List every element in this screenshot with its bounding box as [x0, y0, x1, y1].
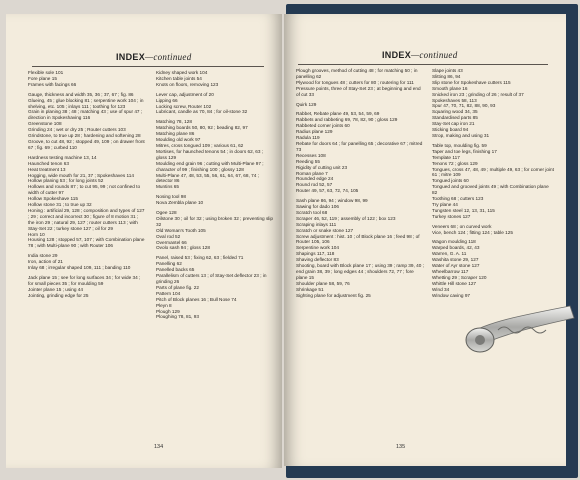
- left-col2-entry: Ploughing 78, 81, 93: [156, 314, 200, 320]
- left-col2-entry: Panel, raised 53 ; fixing 62, 63 ; fielded 71: [156, 255, 244, 261]
- right-col2-entry: Tenons 72 ; gloss 129: [432, 160, 478, 166]
- right-col1-entry: Radius plane 129: [296, 129, 333, 135]
- right-col2-entry: Spokeshaves 58, 113: [432, 97, 477, 103]
- left-col2-entry: Ogee 128: [156, 210, 177, 216]
- left-title-text: INDEX: [116, 52, 146, 62]
- right-col2-entry: Whetting 29 ; Scraper 120: [432, 274, 487, 280]
- right-page: [284, 14, 566, 466]
- right-col2-entry: Toothing 68 ; cutters 123: [432, 196, 484, 202]
- right-col2-entry: Slip stone for Spokeshave cutters 115: [432, 79, 511, 85]
- left-title-suffix: —continued: [145, 52, 192, 62]
- left-col1-entry: Hardness testing machine 13, 14: [28, 154, 97, 160]
- right-col1-entry: Scratch tool 68: [296, 209, 328, 215]
- left-page-number: 134: [154, 444, 164, 450]
- right-col2-entry: Table top, moulding fig. 59: [432, 142, 487, 148]
- left-col2-entry: Mitres, cross tongued 109 ; various 61, 62: [156, 142, 244, 148]
- right-col1-entry: Plough grooves, method of cutting 48 ; for matching 50 ; in panelling 62: [296, 68, 419, 79]
- right-col2-entry: Window caving 97: [432, 292, 471, 298]
- right-col2-entry: Slitting 86, 94: [432, 73, 461, 79]
- right-col1-entry: Reeding 55: [296, 158, 320, 164]
- left-col1-entry: Greenstone 108: [28, 121, 62, 127]
- right-col1-entry: Rabbets and rabbeting 69, 78, 82, 90 ; gloss 129: [296, 117, 398, 123]
- right-col2-entry: Whittle Hill stone 127: [432, 280, 477, 286]
- left-col2-entry: Panelled backs 65: [156, 267, 195, 273]
- left-col1-entry: Flexible sole 101: [28, 70, 64, 75]
- left-col2-entry: Lipping 66: [156, 97, 178, 103]
- left-col2-entry: Mortises, for haunched tenons 54 ; in doors 62, 63 ; gloss 129: [156, 148, 265, 160]
- right-col1-entry: Screw adjustment : hist. 10 ; of Block plane 16 ; feed 98 ; of Router 105, 106: [296, 233, 421, 245]
- right-page-number: 135: [396, 444, 406, 450]
- right-col2-entry: Snicked iron 23 ; grinding of 26 ; result of 37: [432, 91, 524, 97]
- right-col1-entry: Scraping inlays 111: [296, 221, 337, 227]
- right-col1-entry: Roman plane 7: [296, 170, 328, 176]
- right-index-column-1: [296, 68, 424, 299]
- right-col1-entry: Shooting, board with Block plane 17 ; using 39 ; ramp 39, 40 ; end grain 38, 39 ; long edges 44 ; shoulders 72, 77 ; fore plane 15: [296, 263, 426, 280]
- right-col1-entry: Sash plane 86, 94 ; window 98, 99: [296, 198, 368, 204]
- right-index-column-2: [432, 68, 554, 299]
- left-col2-entry: Moulding end grain 96 ; cutting with Multi-Plane 97 ; character of 99 ; finishing 100 ; glossy 128: [156, 160, 265, 172]
- left-col1-entry: Fore plane 15: [28, 75, 57, 81]
- right-col1-entry: Rabbet, Rebate plane 49, 53, 54, 59, 69: [296, 111, 380, 117]
- left-col1-entry: Haunched tenon 63: [28, 160, 69, 166]
- right-col1-entry: Serpentine work 104: [296, 245, 339, 251]
- left-col1-entry: Jointer plane 15 ; using 44: [28, 286, 83, 292]
- right-title-rule: [298, 64, 548, 65]
- left-col2-entry: Knots on floors, removing 123: [156, 81, 219, 87]
- left-title-suffix-text: continued: [153, 52, 192, 62]
- right-col1-entry: Radula 119: [296, 135, 320, 141]
- right-col2-entry: Standardised parts 85: [432, 115, 478, 121]
- right-col2-entry: Stay-Set cap iron 21: [432, 121, 475, 127]
- right-page-title: [382, 50, 458, 60]
- right-col1-entry: Rigidity of cutting unit 23: [296, 164, 348, 170]
- right-col1-entry: Sighting plane for adjustment fig. 25: [296, 292, 371, 298]
- left-col2-entry: Plough 129: [156, 308, 180, 314]
- left-col2-entry: Locking screw, Router 102: [156, 103, 212, 109]
- left-col1-entry: Groove, to cut 48, 92 ; stopped 49, 109 ; on drawer front 67 ; fig. 69 ; curbed 110: [28, 138, 147, 150]
- right-col2-entry: Smooth plane 16: [432, 85, 468, 91]
- right-col1-entry: Plywood for tongues 48 ; cutters for 80 ; routering for 111: [296, 79, 414, 85]
- right-col1-entry: Shoulder plane 58, 59, 76: [296, 280, 350, 286]
- left-col2-entry: Nosing tool 98: [156, 194, 186, 200]
- left-col2-entry: Kitchen table joints 54: [156, 75, 202, 81]
- left-col1-entry: Hollow planing 53 ; for long joints 52: [28, 178, 104, 184]
- right-col2-entry: Vice, bench 124 ; fitting 124 ; table 125: [432, 229, 513, 235]
- right-col1-entry: Scraper 46, 52, 119 ; assembly of 122 ; box 123: [296, 215, 396, 221]
- right-col2-entry: Turkey stones 127: [432, 213, 471, 219]
- left-col2-entry: Kidney shaped work 104: [156, 70, 208, 75]
- right-col2-entry: Tongues, cross 47, 48, 49 ; multiple 49, 63 ; for corner joint 61 ; mitre 109: [432, 166, 556, 178]
- right-col2-entry: Veneers 68 ; on curved work: [432, 223, 492, 229]
- right-col2-entry: Warren, G. A. 11: [432, 251, 467, 257]
- left-col1-entry: Grindstone, to true up 28 ; hardening and softening 28: [28, 133, 141, 139]
- right-col2-entry: Tongued and grooved joints 49 ; with Combination plane 82: [432, 184, 551, 196]
- metal-clip-icon: [458, 300, 576, 360]
- right-col2-entry: Water of Ayr stone 127: [432, 263, 480, 269]
- right-col2-entry: Tongued joints 60: [432, 178, 469, 184]
- left-col1-entry: Jointing, grinding edge for 25: [28, 292, 89, 298]
- left-col1-entry: Inlay 68 ; irregular shaped 109, 111 ; banding 110: [28, 265, 131, 271]
- left-col2-entry: Nova Zembla plane 10: [156, 200, 204, 206]
- left-col2-entry: Pattern 104: [156, 290, 181, 296]
- left-col2-entry: Panelling 62: [156, 261, 182, 267]
- left-col2-entry: Parallelism of cutters 13 ; of Stay-Set deflector 23 ; in grinding 26: [156, 273, 268, 284]
- left-col1-entry: Honing : artificial 29, 128 ; composition and types of 127 ; 29 ; correct and incorrect 30 ; figure of 8 motion 31 ; the iron 29 ; natural 29, 127 ; router cutters 113 ; with Stay-Set 22 ; turkey stone 127 ; oil for 29: [28, 207, 146, 231]
- right-col1-entry: Pressure points, three of Stay-Set 23 ; at beginning and end of cut 33: [296, 85, 422, 97]
- left-col1-entry: Hogging, wide mouth for 21, 37 ; Spokeshaves 114: [28, 172, 134, 178]
- right-col2-entry: Tungsten steel 12, 13, 31, 115: [432, 207, 495, 213]
- left-col1-entry: Iron, action of 21: [28, 259, 63, 265]
- left-col1-entry: Grain in planing 38 ; 48 ; matching 43 ; use of spur 47 ; direction in Spokeshaving 116: [28, 109, 144, 121]
- right-title-suffix: —continued: [411, 50, 458, 60]
- left-col1-entry: Hollow Spokeshave 115: [28, 196, 78, 202]
- right-col1-entry: Round rod 52, 57: [296, 182, 333, 188]
- right-col1-entry: Recesses 108: [296, 152, 326, 158]
- right-col2-entry: Sticking board 94: [432, 127, 469, 133]
- left-page-title: [116, 52, 192, 62]
- left-col1-entry: Glueing, 45 ; glue blocking 81 ; serpentine work 104 ; in shelving, etc. 105 ; inlays 111 ; toothing for 123: [28, 97, 145, 109]
- left-col2-entry: Ovolo sash 94 ; gloss 128: [156, 245, 210, 251]
- left-col1-entry: Hollows and rounds 87 ; to cut 95, 99 ; not confined to width of cutter 97: [28, 184, 142, 196]
- left-col1-entry: Heat treatment 13: [28, 166, 66, 172]
- right-col1-entry: Shaving deflector 83: [296, 257, 339, 263]
- left-col2-entry: Oval rod 52: [156, 233, 181, 239]
- right-col1-entry: Rabbeted corner joints 60: [296, 123, 350, 129]
- right-col2-entry: Wagon moulding 118: [432, 239, 476, 245]
- left-col1-entry: Gauge, thickness and width 35, 36 ; 37, 67 ; fig. 86: [28, 91, 134, 97]
- right-col1-entry: Rebate for doors 64 ; for panelling 65 ; decorative 67 ; mitred 73: [296, 140, 424, 152]
- left-col2-entry: Pitch of Block planes 16 ; Bull Nose 74: [156, 296, 237, 302]
- left-index-column-1: [28, 70, 146, 299]
- left-index-column-2: [156, 70, 274, 320]
- left-col2-entry: Muntins 65: [156, 184, 179, 190]
- right-col2-entry: Washita stone 29, 127: [432, 257, 479, 263]
- left-col2-entry: Lubricant, candle as 70, 84 ; for oil-stone 32: [156, 109, 248, 115]
- left-col2-entry: Overmantel 66: [156, 239, 187, 245]
- left-col1-entry: Housing 128 ; stopped 57, 107 ; with Combination plane 78 ; with Multi-plane 90 ; with Router 106: [28, 237, 146, 249]
- left-col1-entry: Grinding 24 ; wet or dry 25 ; Router cutters 103: [28, 127, 126, 133]
- left-col2-entry: Moulding old work 97: [156, 137, 201, 143]
- right-title-suffix-text: continued: [419, 50, 458, 60]
- right-col2-entry: Squaring wood 34, 35: [432, 109, 478, 115]
- right-col2-entry: Taper and toe legs, finishing 17: [432, 148, 497, 154]
- left-col2-entry: Pleyn 8: [156, 302, 172, 308]
- left-col1-entry: Horn 10: [28, 231, 45, 237]
- right-col2-entry: Spur 47, 70, 71, 82, 88, 90, 93: [432, 103, 496, 109]
- left-col2-entry: Matching plane 86: [156, 131, 195, 137]
- left-col1-entry: Frames with facings 66: [28, 81, 77, 87]
- right-col2-entry: Try plane 44: [432, 201, 458, 207]
- right-col2-entry: Wheelbarrow 117: [432, 269, 469, 274]
- right-title-text: INDEX: [382, 50, 412, 60]
- right-col1-entry: Rounded edge 24: [296, 176, 334, 182]
- left-col2-entry: Lever cap, adjustment of 20: [156, 91, 214, 97]
- right-col1-entry: Shrinkage 51: [296, 286, 324, 292]
- left-col2-entry: Old Woman's Tooth 105: [156, 227, 206, 233]
- left-col2-entry: Parts of plane fig. 22: [156, 284, 199, 290]
- right-col2-entry: Wind 34: [432, 286, 450, 292]
- left-col2-entry: Matching 78, 128: [156, 119, 192, 125]
- right-col1-entry: Router 49, 57, 63, 72, 74, 105: [296, 188, 359, 194]
- right-col1-entry: Quirk 129: [296, 101, 317, 107]
- right-col2-entry: Template 117: [432, 154, 460, 160]
- right-col1-entry: Shapings 117, 118: [296, 251, 335, 257]
- left-col2-entry: Matching boards 50, 80, 92 ; beading 82, 97: [156, 125, 248, 131]
- right-col1-entry: Sawing for dado 106: [296, 204, 340, 210]
- left-title-rule: [32, 66, 264, 67]
- right-col2-entry: Strop, making and using 31: [432, 132, 490, 138]
- right-col1-entry: Scratch or snake stone 127: [296, 227, 354, 233]
- left-col2-entry: Oilstone 30 ; oil for 32 ; using broken 32 ; preventing slip 32: [156, 215, 275, 227]
- left-col1-entry: Hollow stone 31 ; to true up 32: [28, 202, 92, 208]
- right-col2-entry: Warped boards, 42, 43: [432, 245, 480, 251]
- right-col2-entry: Slape joints 43: [432, 68, 463, 73]
- left-col1-entry: Jack plane 15 ; see for long surfaces 34 ; for wide 34 ; for small pieces 35 ; for moulding 59: [28, 275, 142, 286]
- left-col2-entry: Multi-Plane 47, 48, 53, 55, 56, 61, 64, 67, 68, 74 ; detector 86: [156, 172, 261, 184]
- left-col1-entry: India stone 29: [28, 253, 58, 259]
- left-page: [6, 14, 282, 468]
